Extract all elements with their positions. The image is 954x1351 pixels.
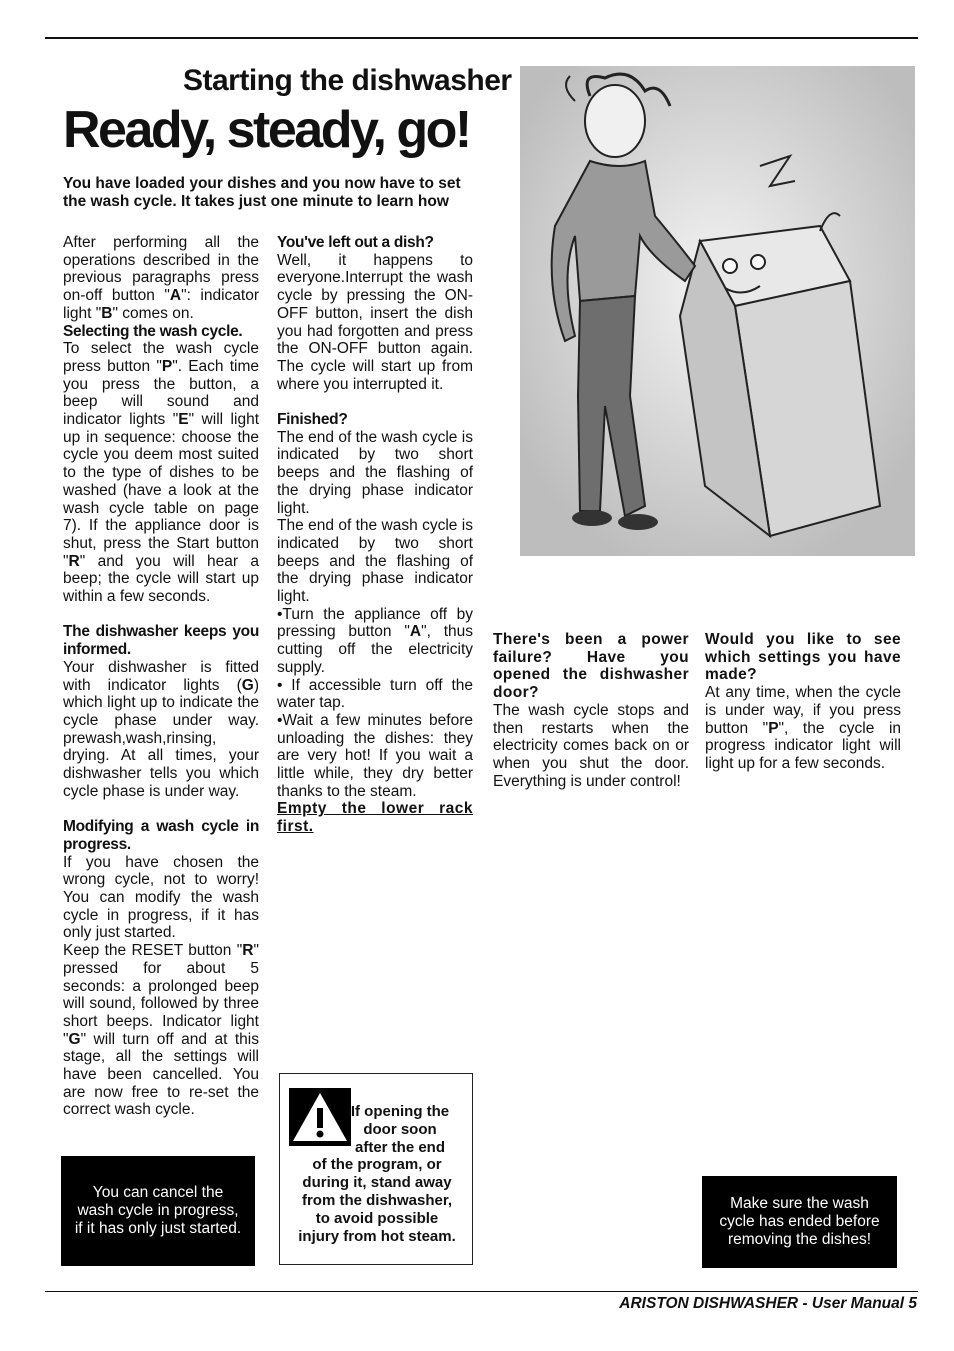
warning-text: If opening the door soon after the end of the program, or during it, stand away from the dishwasher, to avoid possible injury from hot steam. <box>298 1103 456 1245</box>
heading-selecting-wash-cycle: Selecting the wash cycle. <box>63 322 243 340</box>
heading-left-out-dish: You've left out a dish? <box>277 234 434 251</box>
paragraph: After performing all the operations described in the previous paragraphs press on-off button "A": indicator light "B" comes on. <box>63 234 259 322</box>
heading-finished: Finished? <box>277 411 348 429</box>
note-cancel-cycle <box>61 1156 255 1266</box>
top-rule <box>45 37 918 39</box>
paragraph: The end of the wash cycle is indicated by two short beeps and the flashing of the drying phase indicator light. <box>277 428 473 517</box>
heading-modifying-cycle: Modifying a wash cycle in progress. <box>63 818 259 853</box>
paragraph: Your dishwasher is fitted with indicator lights (G) which light up to indicate the cycle phase under way. prewash,wash,rinsing, drying. At all times, your dishwasher tells you which cycle phase is under way. <box>63 658 259 800</box>
paragraph: The end of the wash cycle is indicated by two short beeps and the flashing of the drying phase indicator light. <box>277 517 473 606</box>
page-subtitle: Starting the dishwasher <box>183 64 512 97</box>
woman-and-dishwasher-illustration <box>520 66 915 556</box>
bullet-item: • If accessible turn off the water tap. <box>277 676 473 712</box>
paragraph: Well, it happens to everyone.Interrupt the wash cycle by pressing the ON-OFF button, insert the dish you had forgotten and press the ON-OFF button again. The cycle will start up from where you interrupted it. <box>277 251 473 393</box>
warning-box <box>279 1073 473 1265</box>
emphasis-empty-lower-rack: Empty the lower rack first. <box>277 800 473 836</box>
paragraph: If you have chosen the wrong cycle, not to worry! You can modify the wash cycle in progress, if it has only just started. <box>63 853 259 942</box>
paragraph: To select the wash cycle press button "P". Each time you press the button, a beep will sound and indicator lights "E" will light up in sequence: choose the cycle you deem most suited to the type of dishes to be washed (have a look at the wash cycle table on page 7). If the appliance door is shut, press the Start button "R" and you will hear a beep; the cycle will start up within a few seconds. <box>63 340 259 606</box>
column-1 <box>63 234 259 1119</box>
paragraph: The wash cycle stops and then restarts when the electricity comes back on or when you shut the door. Everything is under control! <box>493 701 689 790</box>
paragraph: Keep the RESET button "R" pressed for about 5 seconds: a prolonged beep will sound, followed by three short beeps. Indicator light "G" will turn off and at this stage, all the settings will have been cancelled. You are now free to re-set the correct wash cycle. <box>63 942 259 1119</box>
bullet-item: •Wait a few minutes before unloading the dishes: they are very hot! If you wait a little while, they dry better thanks to the steam. <box>277 711 473 800</box>
heading-see-settings: Would you like to see which settings you have made? <box>705 631 901 684</box>
note-cycle-ended <box>702 1176 897 1268</box>
note-text: You can cancel the wash cycle in progress, if it has only just started. <box>74 1184 242 1237</box>
column-3 <box>493 631 689 790</box>
bullet-item: •Turn the appliance off by pressing button "A", thus cutting off the electricity supply. <box>277 605 474 676</box>
heading-keeps-informed: The dishwasher keeps you informed. <box>63 623 259 659</box>
page-title: Ready, steady, go! <box>63 101 470 159</box>
column-4 <box>705 631 901 773</box>
paragraph: At any time, when the cycle is under way, if you press button "P", the cycle in progress indicator light will light up for a few seconds. <box>705 684 902 772</box>
bottom-rule <box>45 1291 918 1292</box>
column-2 <box>277 234 473 836</box>
heading-power-failure: There's been a power failure? Have you opened the dishwasher door? <box>493 631 689 702</box>
intro-paragraph: You have loaded your dishes and you now have to set the wash cycle. It takes just one minute to learn how <box>63 175 461 210</box>
page-footer: ARISTON DISHWASHER - User Manual 5 <box>619 1295 917 1312</box>
note-text: Make sure the wash cycle has ended before removing the dishes! <box>719 1195 880 1248</box>
